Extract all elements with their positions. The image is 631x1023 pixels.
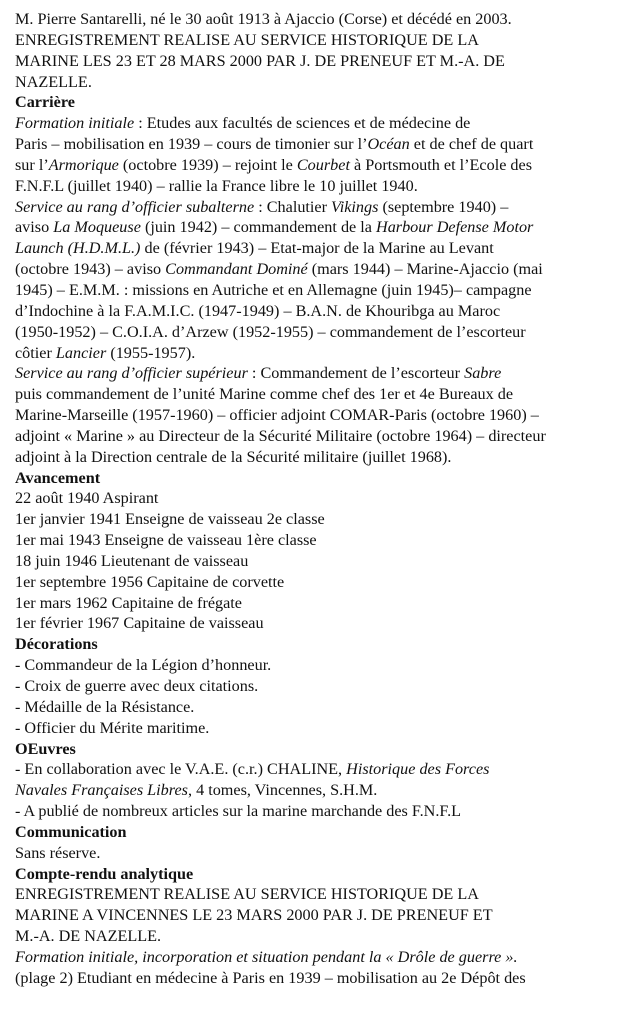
text-line [15, 926, 627, 947]
text-line [15, 343, 627, 364]
avancement-item: 1er janvier 1941 Enseigne de vaisseau 2e classe [15, 510, 325, 529]
text-segment: adjoint à la Direction centrale de la Sécurité militaire (juillet 1968). [15, 447, 452, 466]
text-line [15, 176, 627, 197]
italic-text: Service au rang d’officier subalterne [15, 197, 255, 216]
italic-text: Sabre [464, 364, 502, 383]
text-line [15, 322, 627, 343]
italic-text: Formation initiale [15, 114, 135, 133]
text-line [15, 968, 627, 989]
decoration-item: - Officier du Mérite maritime. [15, 718, 210, 737]
text-line [15, 384, 627, 405]
avancement-item: 1er mars 1962 Capitaine de frégate [15, 593, 242, 612]
italic-text: Commandant Dominé [165, 260, 308, 279]
communication-text: Sans réserve. [15, 843, 101, 862]
italic-text: Service au rang d’officier supérieur [15, 364, 248, 383]
intro-line: ENREGISTREMENT REALISE AU SERVICE HISTORIQUE DE LA [15, 30, 479, 49]
text-segment: côtier [15, 343, 56, 362]
decorations-list [15, 655, 627, 738]
text-segment: Marine-Marseille (1957-1960) – officier adjoint COMAR-Paris (octobre 1960) – [15, 406, 539, 425]
section-heading-avancement: Avancement [15, 468, 101, 487]
text-segment: MARINE A VINCENNES LE 23 MARS 2000 PAR J. DE PRENEUF ET [15, 906, 493, 925]
text-segment: F.N.F.L (juillet 1940) – rallie la France libre le 10 juillet 1940. [15, 176, 418, 195]
text-line [15, 363, 627, 384]
text-segment: et de chef de quart [409, 135, 534, 154]
italic-text: Harbour Defense Motor [376, 218, 534, 237]
text-segment: (juin 1942) – commandement de la [140, 218, 376, 237]
avancement-item: 1er février 1967 Capitaine de vaisseau [15, 614, 264, 633]
text-line [15, 134, 627, 155]
text-segment: , 4 tomes, Vincennes, S.H.M. [187, 781, 378, 800]
italic-text: Formation initiale, incorporation et situation pendant la « Drôle de guerre ». [15, 947, 518, 966]
intro [15, 9, 627, 92]
intro-line: NAZELLE. [15, 72, 92, 91]
text-segment: adjoint « Marine » au Directeur de la Sécurité Militaire (octobre 1964) – directeur [15, 426, 546, 445]
carriere-formation [15, 113, 627, 196]
italic-text: Historique des Forces [346, 760, 490, 779]
carriere-superieur [15, 363, 627, 467]
text-line [15, 426, 627, 447]
text-line [15, 759, 627, 780]
text-segment: - A publié de nombreux articles sur la marine marchande des F.N.F.L [15, 802, 462, 821]
intro-line: MARINE LES 23 ET 28 MARS 2000 PAR J. DE PRENEUF ET M.-A. DE [15, 51, 505, 70]
intro-line: M. Pierre Santarelli, né le 30 août 1913 à Ajaccio (Corse) et décédé en 2003. [15, 10, 512, 28]
text-segment: (1955-1957). [106, 343, 196, 362]
document-page [15, 9, 627, 989]
text-line [15, 884, 627, 905]
text-line [15, 801, 627, 822]
text-line [15, 280, 627, 301]
text-segment: - En collaboration avec le V.A.E. (c.r.) CHALINE, [15, 760, 347, 779]
text-segment: (mars 1944) – Marine-Ajaccio (mai [307, 260, 543, 279]
avancement-item: 1er mai 1943 Enseigne de vaisseau 1ère classe [15, 531, 317, 550]
text-segment: M.-A. DE NAZELLE. [15, 927, 162, 946]
text-segment: sur l’ [15, 155, 49, 174]
text-line [15, 905, 627, 926]
text-segment: : Chalutier [254, 197, 332, 216]
text-segment: (septembre 1940) – [378, 197, 509, 216]
text-line [15, 301, 627, 322]
text-segment: : Commandement de l’escorteur [247, 364, 465, 383]
section-heading-decorations: Décorations [15, 635, 98, 654]
text-segment: (octobre 1939) – rejoint le [118, 155, 297, 174]
italic-text: Launch (H.D.M.L.) [15, 239, 141, 258]
italic-text: Océan [367, 135, 410, 154]
text-segment: (1950-1952) – C.O.I.A. d’Arzew (1952-1955) – commandement de l’escorteur [15, 322, 526, 341]
text-segment: d’Indochine à la F.A.M.I.C. (1947-1949) – B.A.N. de Khouribga au Maroc [15, 301, 501, 320]
text-segment: puis commandement de l’unité Marine comme chef des 1er et 4e Bureaux de [15, 385, 514, 404]
text-line [15, 405, 627, 426]
text-line [15, 238, 627, 259]
avancement-item: 1er septembre 1956 Capitaine de corvette [15, 572, 285, 591]
decoration-item: - Médaille de la Résistance. [15, 697, 195, 716]
italic-text: La Moqueuse [53, 218, 141, 237]
section-heading-communication: Communication [15, 822, 127, 841]
text-line [15, 155, 627, 176]
text-line [15, 113, 627, 134]
decoration-item: - Commandeur de la Légion d’honneur. [15, 656, 272, 675]
text-segment: à Portsmouth et l’Ecole des [349, 155, 533, 174]
text-line [15, 947, 627, 968]
italic-text: Vikings [331, 197, 379, 216]
italic-text: Navales Françaises Libres [15, 781, 188, 800]
text-line [15, 197, 627, 218]
text-segment: (octobre 1943) – aviso [15, 260, 166, 279]
section-heading-compte-rendu: Compte-rendu analytique [15, 864, 194, 883]
text-line [15, 217, 627, 238]
text-segment: 1945) – E.M.M. : missions en Autriche et en Allemagne (juin 1945)– campagne [15, 280, 532, 299]
text-segment: aviso [15, 218, 54, 237]
oeuvres-list [15, 759, 627, 822]
text-line [15, 447, 627, 468]
decoration-item: - Croix de guerre avec deux citations. [15, 677, 259, 695]
section-heading-oeuvres: OEuvres [15, 739, 76, 758]
text-segment: ENREGISTREMENT REALISE AU SERVICE HISTORIQUE DE LA [15, 885, 479, 904]
section-heading-carriere: Carrière [15, 93, 75, 112]
avancement-item: 18 juin 1946 Lieutenant de vaisseau [15, 551, 249, 570]
text-line [15, 780, 627, 801]
compte-rendu-text [15, 884, 627, 988]
italic-text: Courbet [296, 155, 350, 174]
text-segment: : Etudes aux facultés de sciences et de médecine de [134, 114, 471, 133]
text-segment: Paris – mobilisation en 1939 – cours de timonier sur l’ [15, 135, 368, 154]
text-line [15, 259, 627, 280]
italic-text: Lancier [55, 343, 107, 362]
text-segment: de (février 1943) – Etat-major de la Marine au Levant [140, 239, 494, 258]
avancement-list [15, 488, 627, 634]
text-segment: (plage 2) Etudiant en médecine à Paris en 1939 – mobilisation au 2e Dépôt des [15, 968, 526, 987]
italic-text: Armorique [48, 155, 119, 174]
avancement-item: 22 août 1940 Aspirant [15, 489, 159, 508]
carriere-subalterne [15, 197, 627, 364]
